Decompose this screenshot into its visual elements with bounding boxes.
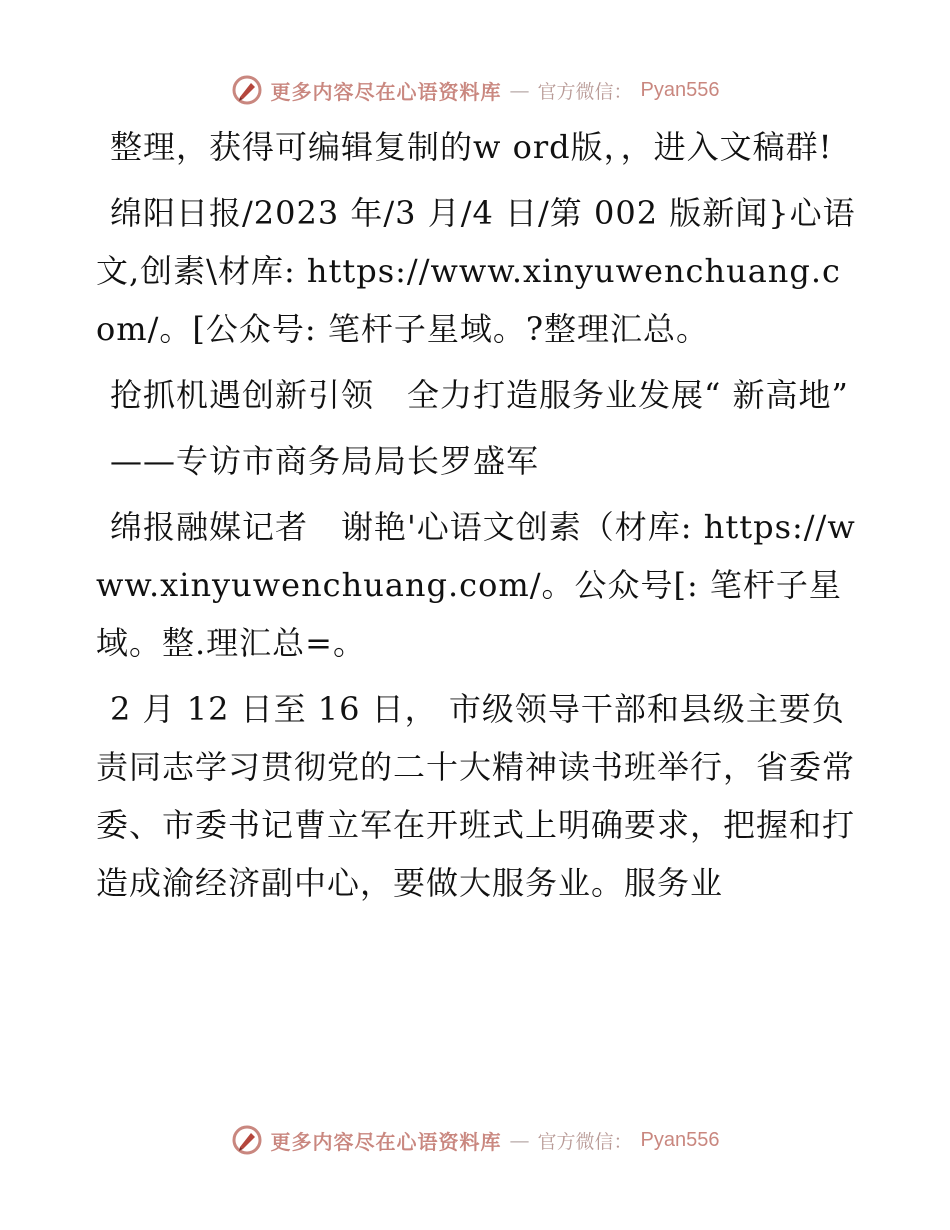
watermark-sub-text: 官方微信： [537, 80, 633, 103]
watermark-id: Pyan556 [640, 1128, 720, 1151]
pen-nib-icon [231, 1124, 263, 1156]
article-body [96, 118, 856, 920]
watermark-main-text: 更多内容尽在心语资料库 [270, 1129, 502, 1154]
watermark-id: Pyan556 [640, 78, 720, 101]
paragraph-intro: 整理，获得可编辑复制的w ord版，，进入文稿群! [110, 128, 833, 166]
watermark-banner-top [0, 70, 950, 110]
article-title: 抢抓机遇创新引领 全力打造服务业发展“ 新高地” [110, 376, 849, 414]
pen-nib-icon [231, 74, 263, 106]
paragraph-body: 2 月 12 日至 16 日， 市级领导干部和县级主要负责同志学习贯彻党的二十大精神读书班举行，省委常委、市委书记曹立军在开班式上明确要求，把握和打造成渝经济副中心，要做大服务业。服务业 [96, 690, 856, 902]
paragraph-byline: 绵报融媒记者 谢艳'心语文创素（材库: https://www.xinyuwenchuang.com/。公众号[: 笔杆子星域。整.理汇总=。 [96, 508, 856, 662]
article-subtitle: ——专访市商务局局长罗盛军 [110, 442, 540, 480]
watermark-banner-bottom [0, 1120, 950, 1160]
watermark-separator: — [509, 78, 530, 102]
paragraph-source: 绵阳日报/2023 年/3 月/4 日/第 002 版新闻}心语文,创素\材库: https://www.xinyuwenchuang.com/。[公众号: 笔杆子星域。?整理汇总。 [96, 194, 856, 348]
watermark-main-text: 更多内容尽在心语资料库 [270, 79, 502, 104]
watermark-sub-text: 官方微信： [537, 1130, 633, 1153]
watermark-separator: — [509, 1128, 530, 1152]
